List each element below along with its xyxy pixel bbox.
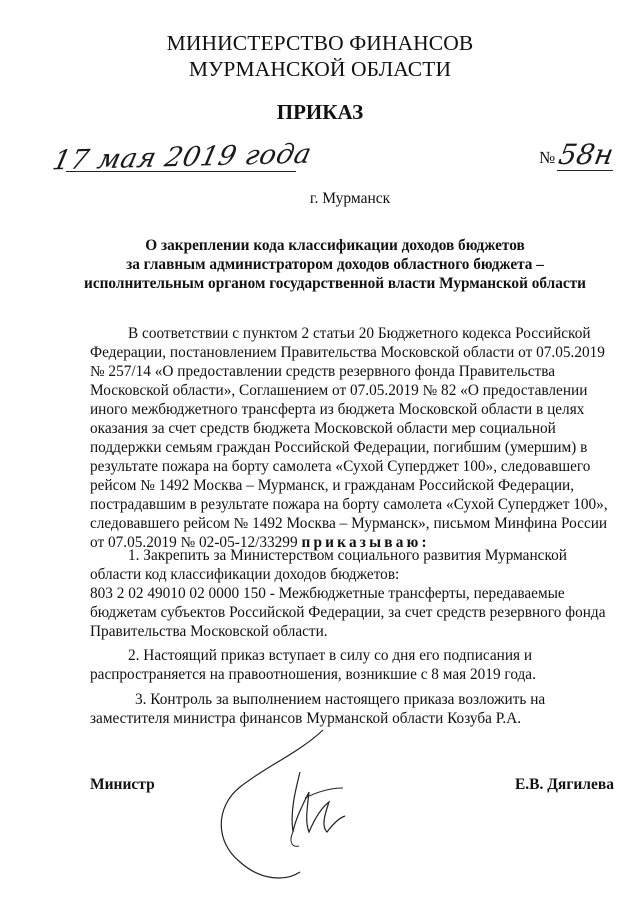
clause-3-line: заместителя министра финансов Мурманской области Козуба Р.А.	[90, 710, 522, 727]
preamble-line: № 257/14 «О предоставлении средств резервного фонда Правительства	[90, 363, 556, 380]
ministry-heading	[0, 30, 640, 82]
clause-1-line: области код классификации доходов бюджетов:	[90, 566, 400, 583]
signer-name: Е.В. Дягилева	[514, 776, 614, 793]
preamble-line: результате пожара на борту самолета «Сухой Суперджет 100», следовавшего	[90, 458, 591, 475]
city: г. Мурманск	[309, 190, 391, 207]
subject-line-3: исполнительным органом государственной власти Мурманской области	[84, 275, 586, 292]
preamble-paragraph	[90, 324, 615, 552]
preamble-line: пострадавшим в результате пожара на борту самолета «Сухой Суперджет 100»,	[90, 496, 608, 513]
code-line: бюджетам субъектов Российской Федерации, за счет средств резервного фонда	[90, 604, 606, 621]
number-prefix: №	[539, 148, 556, 167]
code-line: 803 2 02 49010 02 0000 150 - Межбюджетные трансферты, передаваемые	[90, 585, 565, 602]
handwritten-order-number: 58н	[556, 138, 616, 171]
clause-2-line: распространяется на правоотношения, возникшие с 8 мая 2019 года.	[90, 666, 536, 683]
clause-1	[90, 546, 615, 584]
subject-line-1: О закреплении кода классификации доходов бюджетов	[145, 237, 525, 254]
date-underline	[66, 171, 296, 172]
clause-3-line: 3. Контроль за выполнением настоящего приказа возложить на	[135, 691, 546, 708]
preamble-line: следовавшего рейсом № 1492 Москва – Мурманск», письмом Минфина России	[90, 515, 608, 532]
preamble-line: оказания за счет средств бюджета Московской области мер социальной	[90, 420, 556, 437]
handwritten-signature	[205, 722, 365, 897]
order-title: ПРИКАЗ	[276, 100, 364, 124]
preamble-line: рейсом № 1492 Москва – Мурманск, и гражданам Российской Федерации,	[90, 477, 575, 494]
clause-1-line: 1. Закрепить за Министерством социального развития Мурманской	[128, 547, 567, 564]
ministry-line-2: МУРМАНСКОЙ ОБЛАСТИ	[188, 57, 452, 81]
preamble-line: иного межбюджетного трансферта из бюджета Московской области в целях	[90, 401, 585, 418]
ministry-line-1: МИНИСТЕРСТВО ФИНАНСОВ	[166, 31, 474, 55]
classification-code	[90, 584, 615, 641]
preamble-line: поддержки семьям граждан Российской Федерации, погибшим (умершим) в	[90, 439, 588, 456]
number-underline	[557, 170, 613, 171]
preamble-line: Московской области», Соглашением от 07.05.2019 № 82 «О предоставлении	[90, 382, 588, 399]
clause-2-line: 2. Настоящий приказ вступает в силу со дня его подписания и	[128, 647, 533, 664]
subject-line-2: за главным администратором доходов областного бюджета –	[126, 256, 544, 273]
code-line: Правительства Московской области.	[90, 623, 328, 640]
preamble-last-prefix: от 07.05.2019 № 02-05-12/33299	[90, 534, 302, 551]
clause-2	[90, 646, 615, 684]
preamble-line: В соответствии с пунктом 2 статьи 20 Бюджетного кодекса Российской	[128, 325, 591, 342]
order-keyword: приказываю:	[301, 534, 430, 551]
signer-title: Министр	[90, 776, 155, 793]
order-subject	[40, 236, 630, 293]
preamble-line: Федерации, постановлением Правительства Московской области от 07.05.2019	[90, 344, 605, 361]
handwritten-date: 17 мая 2019 года	[49, 138, 315, 177]
